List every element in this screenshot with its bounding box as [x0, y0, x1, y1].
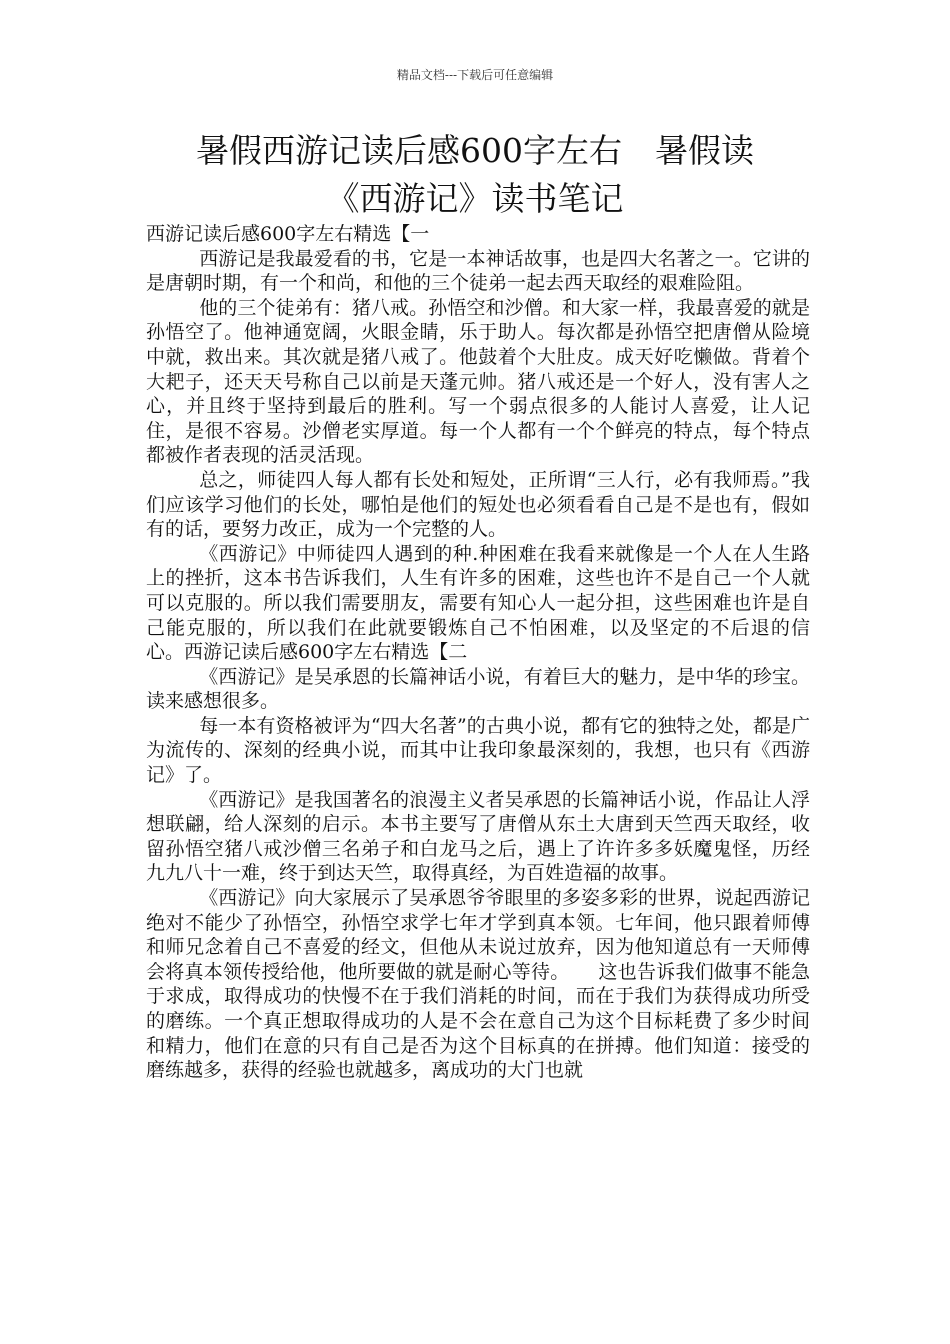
paragraph: 每一本有资格被评为“四大名著”的古典小说，都有它的独特之处，都是广为流传的、深刻的经典小说，而其中让我印象最深刻的，我想，也只有《西游记》了。 [146, 714, 810, 787]
paragraph: 《西游记》是我国著名的浪漫主义者吴承恩的长篇神话小说，作品让人浮想联翩，给人深刻的启示。本书主要写了唐僧从东土大唐到天竺西天取经，收留孙悟空猪八戒沙僧三名弟子和白龙马之后，遇上了许许多多妖魔鬼怪，历经九九八十一难，终于到达天竺，取得真经，为百姓造福的故事。 [146, 788, 810, 885]
section-heading: 西游记读后感600字左右精选【一 [146, 223, 430, 245]
paragraph: 西游记是我最爱看的书，它是一本神话故事，也是四大名著之一。它讲的是唐朝时期，有一个和尚，和他的三个徒弟一起去西天取经的艰难险阻。 [146, 247, 810, 295]
paragraph: 《西游记》中师徒四人遇到的种.种困难在我看来就像是一个人在人生路上的挫折，这本书告诉我们，人生有许多的困难，这些也许不是自己一个人就可以克服的。所以我们需要朋友，需要有知心人一起分担，这些困难也许是自己能克服的，所以我们在此就要锻炼自己不怕困难，以及坚定的不后退的信心。西游记读后感600字左右精选【二 [146, 542, 810, 664]
article-body [146, 222, 810, 1083]
page-title-line-2: 《西游记》读书笔记 [326, 179, 624, 218]
header-note: 精品文档---下载后可任意编辑 [396, 68, 554, 82]
paragraph: 《西游记》是吴承恩的长篇神话小说，有着巨大的魅力，是中华的珍宝。读来感想很多。 [146, 665, 810, 713]
paragraph: 总之，师徒四人每人都有长处和短处，正所谓“三人行，必有我师焉。”我们应该学习他们的长处，哪怕是他们的短处也必须看看自己是不是也有，假如有的话，要努力改正，成为一个完整的人。 [146, 468, 810, 541]
paragraph: 他的三个徒弟有：猪八戒。孙悟空和沙僧。和大家一样，我最喜爱的就是孙悟空了。他神通宽阔，火眼金睛，乐于助人。每次都是孙悟空把唐僧从险境中就，救出来。其次就是猪八戒了。他鼓着个大肚皮。成天好吃懒做。背着个大耙子，还天天号称自己以前是天蓬元帅。猪八戒还是一个好人，没有害人之心，并且终于坚持到最后的胜利。写一个弱点很多的人能讨人喜爱，让人记住，是很不容易。沙僧老实厚道。每一个人都有一个个鲜亮的特点，每个特点都被作者表现的活灵活现。 [146, 296, 810, 467]
page-title-line-1: 暑假西游记读后感600字左右 暑假读 [196, 131, 754, 170]
paragraph: 《西游记》向大家展示了吴承恩爷爷眼里的多姿多彩的世界，说起西游记绝对不能少了孙悟空，孙悟空求学七年才学到真本领。七年间，他只跟着师傅和师兄念着自己不喜爱的经文，但他从未说过放弃，因为他知道总有一天师傅会将真本领传授给他，他所要做的就是耐心等待。 这也告诉我们做事不能急于求成，取得成功的快慢不在于我们消耗的时间，而在于我们为获得成功所受的磨练。一个真正想取得成功的人是不会在意自己为这个目标耗费了多少时间和精力，他们在意的只有自己是否为这个目标真的在拼搏。他们知道：接受的磨练越多，获得的经验也就越多，离成功的大门也就 [146, 887, 810, 1082]
